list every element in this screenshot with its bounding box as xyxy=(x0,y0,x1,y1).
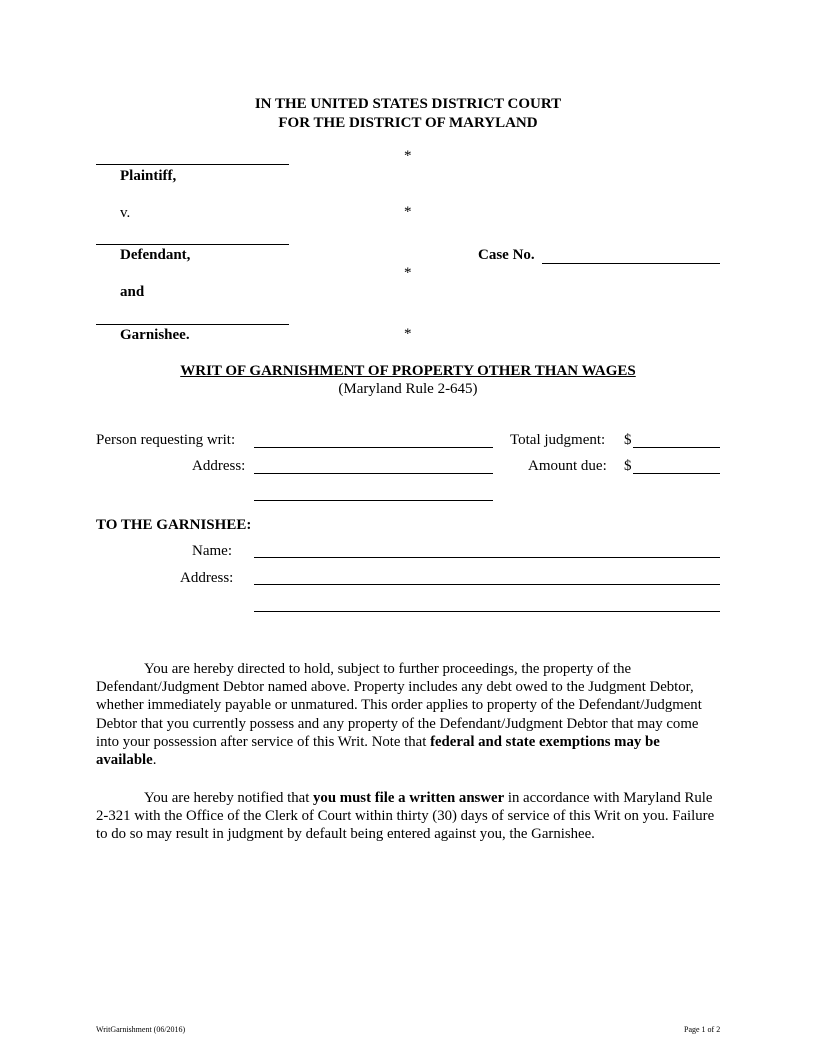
court-name: IN THE UNITED STATES DISTRICT COURT xyxy=(254,96,562,112)
hold-property-text: You are hereby directed to hold, subject to further proceedings, the property of the Defendant/Judgment Debtor named above. Property includes any debt owed to the Judgment Debtor, whether immediately payable or unmatured. This order applies to property of the Defendant/Judgment Debtor that you currently possess and any property of the Defendant/Judgment Debtor that may come into your possession after service of this Writ. Note that xyxy=(96,661,702,750)
requester-address-field-2[interactable] xyxy=(254,500,493,501)
defendant-name-line[interactable] xyxy=(96,244,289,245)
versus-label: v. xyxy=(120,205,131,221)
defendant-label: Defendant, xyxy=(120,247,191,263)
and-label: and xyxy=(120,284,145,300)
total-judgment-currency: $ xyxy=(624,432,632,448)
person-requesting-field[interactable] xyxy=(254,447,493,448)
total-judgment-field[interactable] xyxy=(633,447,720,448)
amount-due-label: Amount due: xyxy=(528,458,607,474)
hold-property-paragraph xyxy=(96,660,722,769)
case-no-field[interactable] xyxy=(542,263,720,264)
exemptions-notice: federal and state exemptions may be available xyxy=(96,733,660,769)
rule-reference: (Maryland Rule 2-645) xyxy=(338,381,478,397)
requester-address-field-1[interactable] xyxy=(254,473,493,474)
garnishee-address-field-2[interactable] xyxy=(254,611,720,612)
garnishee-address-label: Address: xyxy=(180,570,234,586)
caption-star: * xyxy=(404,204,412,220)
answer-notice-text: in accordance with Maryland Rule 2-321 with the Office of the Clerk of Court within thirty (30) days of service of this Writ on you. Failure to do so may result in judgment by default being entered against you, the Garnishee. xyxy=(96,790,715,843)
hold-property-end: . xyxy=(152,752,157,769)
garnishee-name-label: Name: xyxy=(192,543,232,559)
plaintiff-label: Plaintiff, xyxy=(120,168,177,184)
amount-due-field[interactable] xyxy=(633,473,720,474)
to-garnishee-heading: TO THE GARNISHEE: xyxy=(96,517,252,533)
answer-notice-start: You are hereby notified that xyxy=(144,790,314,806)
written-answer-requirement: you must file a written answer xyxy=(313,790,505,806)
garnishee-address-field-1[interactable] xyxy=(254,584,720,585)
answer-notice-paragraph xyxy=(96,789,722,844)
garnishee-name-line[interactable] xyxy=(96,324,289,325)
court-district: FOR THE DISTRICT OF MARYLAND xyxy=(278,115,538,131)
caption-star: * xyxy=(404,265,412,281)
person-requesting-label: Person requesting writ: xyxy=(96,432,236,448)
requester-address-label: Address: xyxy=(192,458,246,474)
caption-star: * xyxy=(404,148,412,164)
page-number: Page 1 of 2 xyxy=(684,1025,721,1034)
garnishee-label: Garnishee. xyxy=(120,327,190,343)
caption-star: * xyxy=(404,326,412,342)
plaintiff-name-line[interactable] xyxy=(96,164,289,165)
amount-due-currency: $ xyxy=(624,458,632,474)
total-judgment-label: Total judgment: xyxy=(510,432,606,448)
form-identifier: WritGarnishment (06/2016) xyxy=(96,1025,186,1034)
case-no-label: Case No. xyxy=(478,247,535,263)
garnishee-name-field[interactable] xyxy=(254,557,720,558)
writ-title: WRIT OF GARNISHMENT OF PROPERTY OTHER THAN WAGES xyxy=(180,363,636,379)
